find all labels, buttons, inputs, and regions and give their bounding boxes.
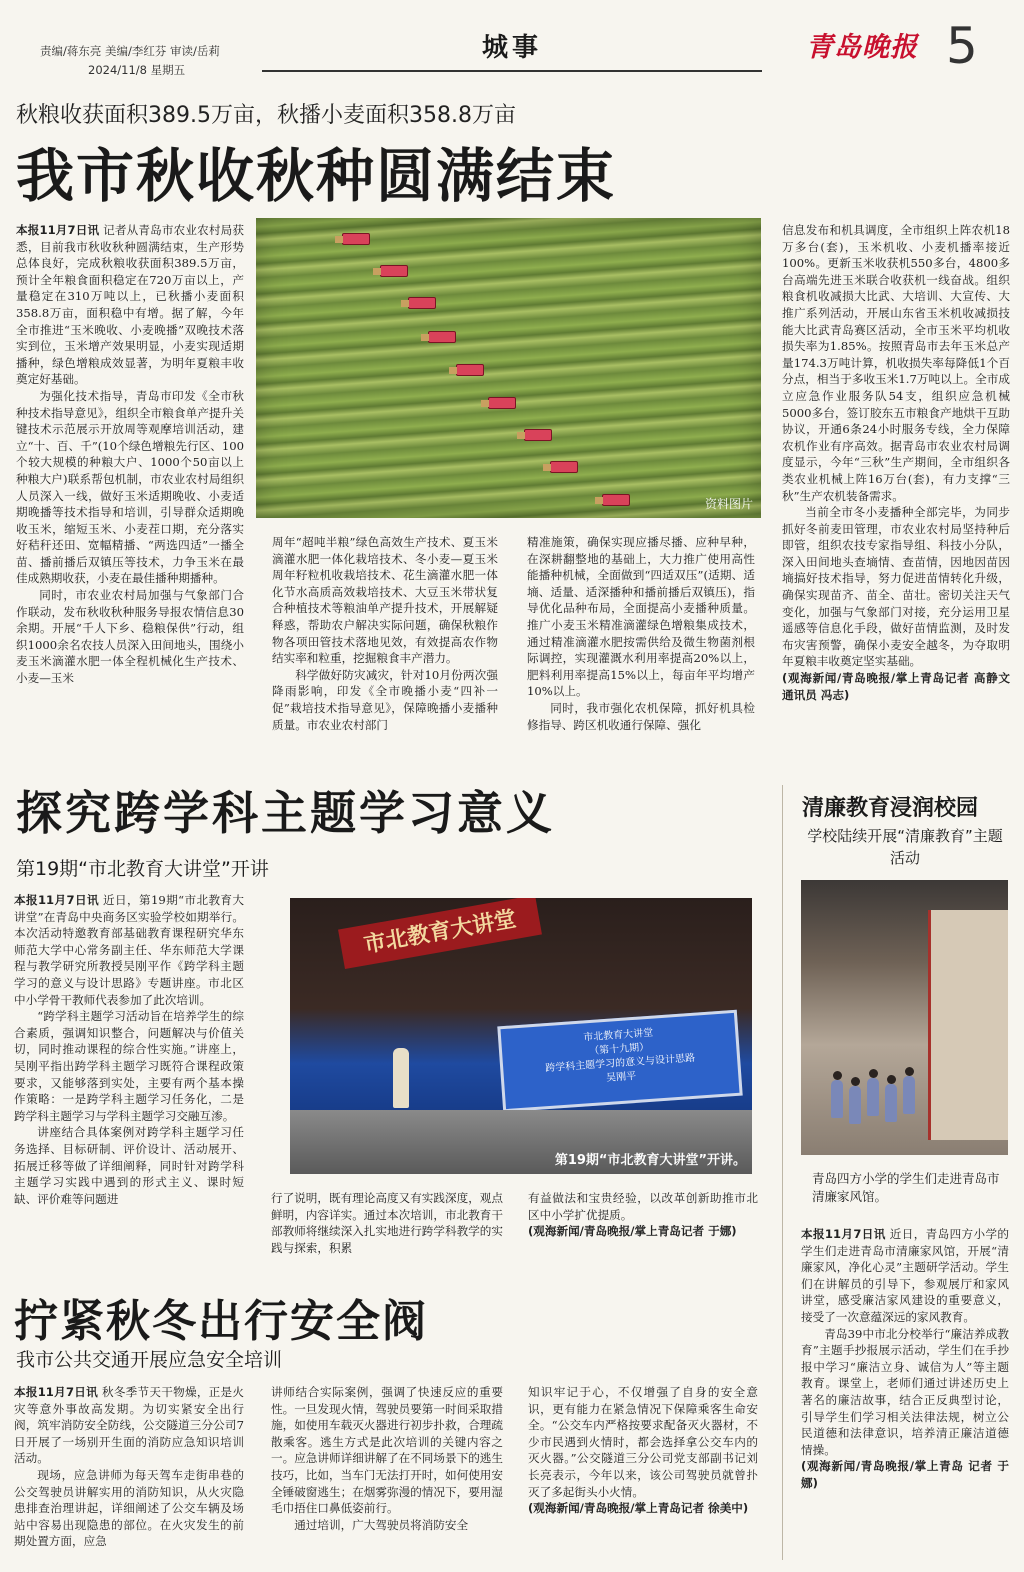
story3-para: 现场，应急讲师为每天驾车走街串巷的公交驾驶员讲解实用的消防知识，从火灾隐患排查治理讲起，详细阐述了公交车辆及场站中容易出现隐患的部位。在火灾发生的前期处置方面，应急	[14, 1467, 244, 1549]
story3-signature: (观海新闻/青岛晚报/掌上青岛记者 徐美中)	[528, 1501, 749, 1516]
issue-date: 2024/11/8 星期五	[88, 63, 186, 77]
story1-para-text: 记者从青岛市农业农村局获悉，目前我市秋收秋种圆满结束，生产形势总体良好，完成秋粮收获面积389.5万亩，预计全年粮食面积稳定在720万亩以上，产量稳定在310万吨以上，已秋播小麦面积358.8万亩，面积稳中有增。据了解，今年全市推进“玉米晚收、小麦晚播”双晚技术落实到位，玉米增产效果明显，小麦实现适期播种，绿色增粮成效显著，为明年夏粮丰收奠定好基础。	[16, 223, 244, 387]
photo-credit: 资料图片	[704, 497, 753, 511]
section-header	[262, 28, 762, 72]
story2-column-2	[271, 1190, 503, 1258]
harvester-shape	[488, 397, 516, 409]
story1-para: 精准施策，确保实现应播尽播、应种早种，在深耕翻整地的基础上，大力推广使用高性能播种机械，全面做到“四适双压”(适期、适墒、适量、适深播种和播前播后双镇压)，指导优化品种布局，全面提高小麦播种质量。推广小麦玉米精准滴灌绿色增粮集成技术，通过精准滴灌水肥按需供给及微生物菌剂根际调控，实现灌溉水利用率提高20%以上，肥料利用率提高15%以上，每亩年平均增产10%以上。	[527, 535, 755, 699]
harvester-shape	[380, 265, 408, 277]
story1-signature: (观海新闻/青岛晚报/掌上青岛记者 高静文 通讯员 冯志)	[782, 671, 1010, 702]
harvester-shape	[602, 494, 630, 506]
sidebar-para	[801, 1226, 1009, 1326]
story1-dateline: 本报11月7日讯	[16, 223, 100, 237]
story3-column-1	[14, 1384, 244, 1564]
student-figure	[885, 1084, 897, 1122]
harvester-shape	[342, 233, 370, 245]
story2-signature: (观海新闻/青岛晚报/掌上青岛记者 于娜)	[528, 1224, 737, 1239]
harvester-shape	[550, 461, 578, 473]
story3-para	[14, 1384, 244, 1467]
sidebar-title: 清廉教育浸润校园	[802, 796, 979, 821]
story2-subheadline: 第19期“市北教育大讲堂”开讲	[16, 858, 269, 880]
speaker-figure	[393, 1048, 409, 1108]
story3-dateline: 本报11月7日讯	[14, 1385, 99, 1399]
story1-para: 同时，我市强化农机保障，抓好机具检修指导、跨区机收通行保障、强化	[527, 700, 755, 732]
story2-para: 讲座结合具体案例对跨学科主题学习任务选择、目标研制、评价设计、活动展开、拓展迁移等做了详细阐释，同时针对跨学科主题学习实践中遇到的形式主义、课时短缺、评价难等问题进	[14, 1125, 244, 1206]
story1-column-4	[782, 222, 1010, 762]
student-figure	[867, 1078, 879, 1116]
photo-caption: 第19期“市北教育大讲堂”开讲。	[554, 1153, 746, 1168]
sidebar-photo-caption: 青岛四方小学的学生们走进青岛市清廉家风馆。	[812, 1171, 1000, 1204]
editor-credits	[40, 42, 220, 80]
museum-photo	[801, 880, 1008, 1155]
story1-headline: 我市秋收秋种圆满结束	[16, 142, 617, 210]
harvest-field-photo	[256, 218, 761, 518]
screen-line: （第十九期）	[588, 1041, 650, 1058]
story1-kicker: 秋粮收获面积389.5万亩，秋播小麦面积358.8万亩	[16, 103, 516, 128]
harvester-shape	[456, 364, 484, 376]
sidebar-subtitle: 学校陆续开展“清廉教育”主题活动	[807, 827, 1003, 867]
sidebar-body	[801, 1226, 1009, 1562]
section-name: 城事	[481, 33, 542, 63]
story1-para: 当前全市冬小麦播种全部完毕，为同步抓好冬前麦田管理，市农业农村局坚持种后即管，组织农技专家指导组、科技小分队，深入田间地头查墒情、查苗情，因地因苗因墒搞好技术指导，努力促进苗情转化升级，确保实现苗齐、苗全、苗壮。密切关注天气变化，加强与气象部门对接，充分运用卫星遥感等信息化手段，做好苗情监测，及时发布灾害预警，确保小麦安全越冬，为夺取明年夏粮丰收奠定坚实基础。	[782, 505, 1010, 669]
story3-para: 通过培训，广大驾驶员将消防安全	[294, 1517, 469, 1532]
harvester-shape	[428, 331, 456, 343]
story3-column-3	[528, 1384, 758, 1564]
story1-para: 周年“超吨半粮”绿色高效生产技术、夏玉米滴灌水肥一体化栽培技术、冬小麦—夏玉米周年籽粒机收栽培技术、花生滴灌水肥一体化节水高质高效栽培技术、大豆玉米带状复合种植技术等粮油单产提升技术，开展解疑释惑，帮助农户解决实际问题，确保秋粮作物各项田管技术落地见效，有效提高农作物结实率和粒重，挖掘粮食丰产潜力。	[272, 535, 498, 666]
story3-headline: 拧紧秋冬出行安全阀	[14, 1296, 428, 1347]
story1-para: 信息发布和机具调度，全市组织上阵农机18万多台(套)，玉米机收、小麦机播率接近100%。更新玉米收获机550多台，4800多台高端先进玉米联合收获机一线奋战。组织粮食机收减损大比武、大培训、大宣传、大推广系列活动，开展山东省玉米机收减损技能大比武青岛赛区活动，全市玉米平均机收损失率为1.85%。按照青岛市去年玉米总产量174.3万吨计算，机收损失率每降低1个百分点，相当于多收玉米1.7万吨以上。全市成立应急作业服务队54支，组织应急机械5000多台，签订胶东五市粮食产地烘干互助协议，开通6条24小时服务专线，全力保障农机作业有序高效。据青岛市农业农村局调度显示，今年“三秋”生产期间，全市组织各类农业机械上阵16万台(套)，有力支撑“三秋”生产农机装备需求。	[782, 223, 1010, 503]
story1-para: 为强化技术指导，青岛市印发《全市秋种技术指导意见》，组织全市粮食单产提升关键技术示范展示开放周等观摩培训活动，建立“十、百、千”(10个绿色增粮先行区、100个较大规模的种粮大户、1000个50亩以上种粮大户)联系帮包机制，市农业农村局组织人员深入一线，做好玉米适期晚收、小麦适期晚播等技术指导和培训，引导群众适期晚收玉米，缩短玉米、小麦茬口期，充分落实好秸秆还田、宽幅精播、“两选四适”一播全苗、播前播后双镇压等技术，力争玉米在最佳成熟期收获，小麦在最佳播种期播种。	[16, 388, 244, 586]
credits-line: 责编/蒋东亮 美编/李红芬 审读/岳莉	[40, 44, 220, 58]
story1-column-3	[527, 534, 755, 760]
column-divider	[782, 785, 783, 1560]
story3-para: 讲师结合实际案例，强调了快速反应的重要性。一旦发现火情，驾驶员要第一时间采取措施，如使用车载灭火器进行初步扑救，合理疏散乘客。逃生方式是此次培训的关键内容之一。应急讲师详细讲解了在不同场景下的逃生技巧，比如，当车门无法打开时，如何使用安全锤破窗逃生；在烟雾弥漫的情况下，要用湿毛巾捂住口鼻低姿前行。	[271, 1385, 503, 1516]
student-figure	[831, 1080, 843, 1118]
page-number: 5	[946, 17, 978, 75]
screen-line: 吴刚平	[605, 1070, 637, 1084]
story3-subheadline: 我市公共交通开展应急安全培训	[16, 1349, 283, 1371]
story1-para	[16, 222, 244, 388]
story2-para: “跨学科主题学习活动旨在培养学生的综合素质，强调知识整合，问题解决与价值关切，同时推动课程的综合性实施。”讲座上，吴刚平指出跨学科主题学习既符合课程政策要求，又能够落到实处，主要有两个基本操作策略：一是跨学科主题学习任务化，二是跨学科主题学习与学科主题学习交融互渗。	[14, 1009, 244, 1123]
lecture-photo	[290, 898, 752, 1174]
story3-para-text: 秋冬季节天干物燥，正是火灾等意外事故高发期。为切实紧安全出行阀，筑牢消防安全防线，公交隧道三分公司7日开展了一场别开生面的消防应急知识培训活动。	[14, 1385, 244, 1466]
harvester-shape	[408, 297, 436, 309]
story2-para: 行了说明，既有理论高度又有实践深度，观点鲜明，内容详实。通过本次培训，市北教育干部教师将继续深入扎实地进行跨学科教学的实践与探索，积累	[271, 1191, 503, 1255]
stage-banner: 市北教育大讲堂	[338, 898, 542, 969]
story1-para: 同时，市农业农村局加强与气象部门合作联动，发布秋收秋种服务导报农情信息30余期。开展“千人下乡、稳粮保供”行动，组织1000余名农技人员深入田间地头，围绕小麦玉米滴灌水肥一体全程机械化生产技术、小麦—玉米	[16, 588, 244, 686]
museum-exhibit-wall	[928, 910, 1008, 1140]
story2-column-1	[14, 892, 244, 1254]
story1-column-1	[16, 222, 244, 762]
story2-dateline: 本报11月7日讯	[14, 893, 99, 907]
student-figure	[903, 1076, 915, 1114]
story2-para: 有益做法和宝贵经验，以改革创新助推市北区中小学扩优提质。	[528, 1191, 758, 1222]
sidebar-para: 青岛39中市北分校举行“廉洁养成教育”主题手抄报展示活动，学生们在手抄报中学习“廉洁立身、诚信为人”等主题教育。课堂上，老师们通过讲述历史上著名的廉洁故事，结合正反典型讨论，引导学生们学习相关法律法规，树立公民道德和法律意识，培养清正廉洁道德情操。	[801, 1326, 1009, 1457]
story3-column-2	[271, 1384, 503, 1564]
story3-para: 知识牢记于心，不仅增强了自身的安全意识，更有能力在紧急情况下保障乘客生命安全。“公交车内严格按要求配备灭火器材，不少市民遇到火情时，都会选择拿公交车内的灭火器。”公交隧道三分公司党支部副书记刘长亮表示，今年以来，该公司驾驶员就曾扑灭了多起街头小火情。	[528, 1385, 758, 1499]
story1-para: 科学做好防灾减灾，针对10月份两次强降雨影响，印发《全市晚播小麦“四补一促”栽培技术指导意见》，保障晚播小麦播种质量。市农业农村部门	[272, 667, 498, 732]
stage-screen	[497, 1010, 742, 1113]
student-figure	[849, 1086, 861, 1124]
story2-para	[14, 892, 244, 1008]
screen-line: 市北教育大讲堂	[582, 1027, 654, 1044]
sidebar-dateline: 本报11月7日讯	[801, 1227, 886, 1241]
story2-column-3	[528, 1190, 758, 1258]
story1-column-2	[272, 534, 498, 760]
harvester-shape	[524, 429, 552, 441]
sidebar-para-text: 近日，青岛四方小学的学生们走进青岛市清廉家风馆，开展“清廉家风，净化心灵”主题研学活动。学生们在讲解员的引导下，参观展厅和家风讲堂，感受廉洁家风建设的重要意义，接受了一次意蕴深远的家风教育。	[801, 1227, 1009, 1324]
paper-logo: 青岛晚报	[806, 32, 918, 63]
sidebar-signature: (观海新闻/青岛晚报/掌上青岛 记者 于娜)	[801, 1459, 1009, 1490]
screen-line: 跨学科主题学习的意义与设计思路	[544, 1052, 696, 1075]
story2-headline: 探究跨学科主题学习意义	[16, 786, 555, 840]
story2-para-text: 近日，第19期“市北教育大讲堂”在青岛中央商务区实验学校如期举行。本次活动特邀教育部基础教育课程研究华东师范大学中心常务副主任、华东师范大学课程与教学研究所教授吴刚平作《跨学科主题学习的意义与设计思路》专题讲座。市北区中小学骨干教师代表参加了此次培训。	[14, 893, 244, 1007]
